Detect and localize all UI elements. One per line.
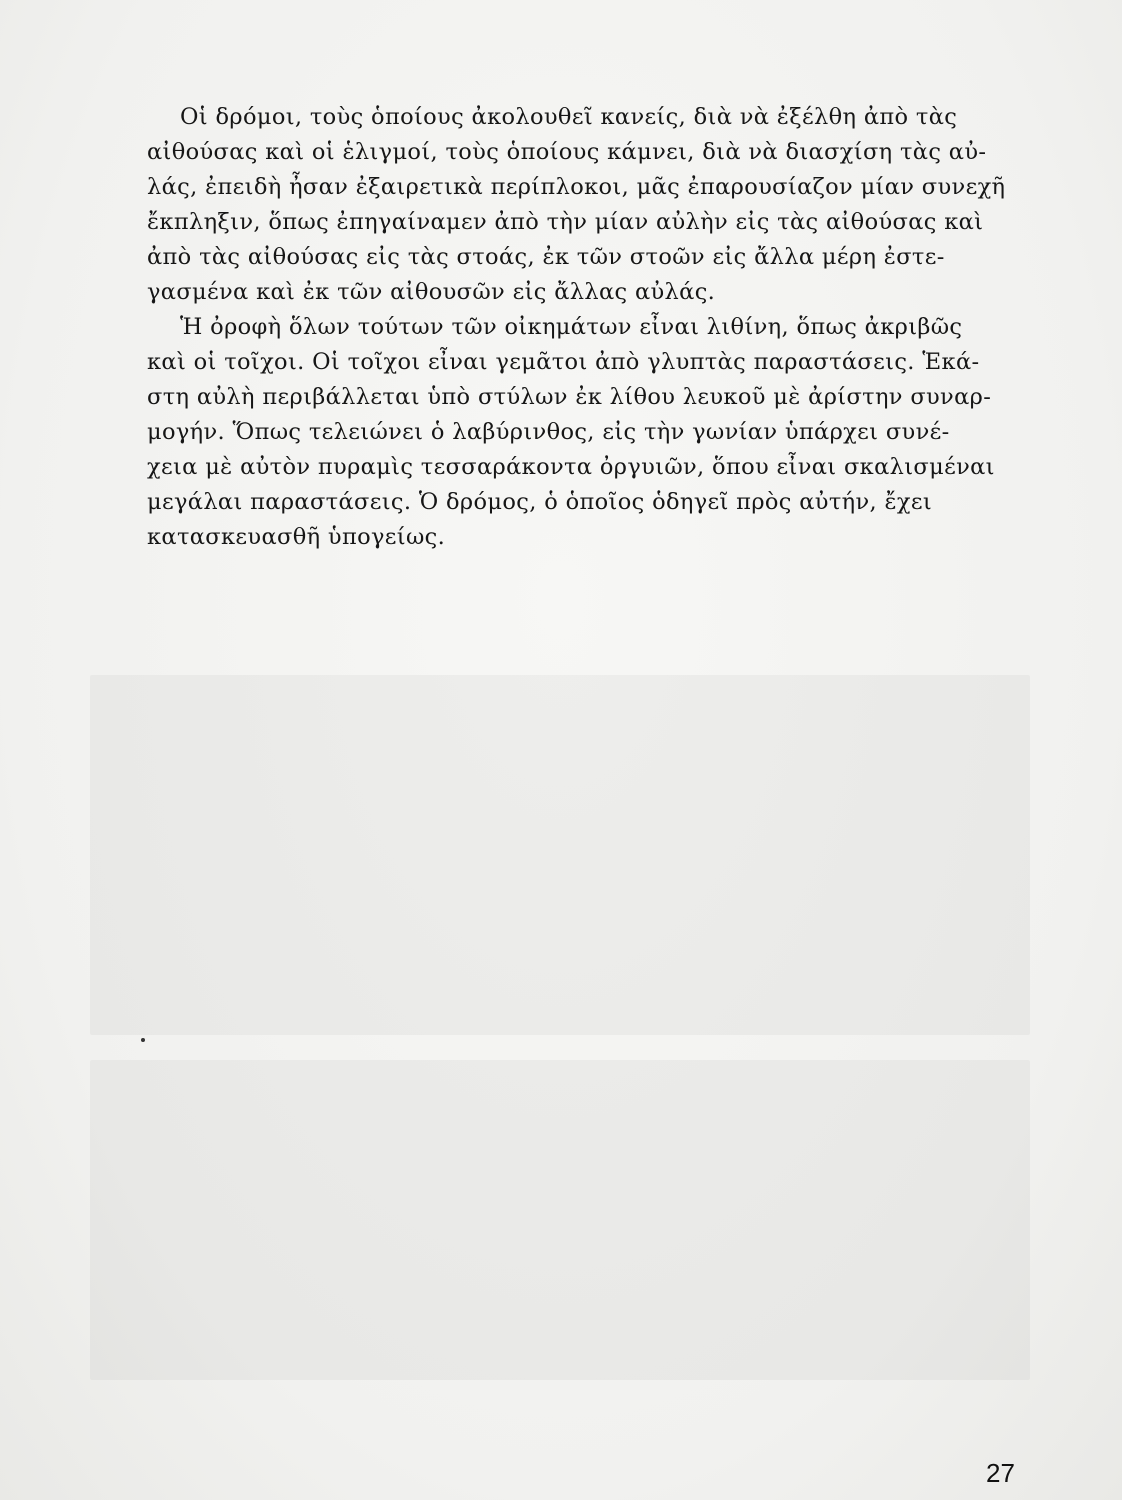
text-line: Ἡ ὀροφὴ ὅλων τούτων τῶν οἰκημάτων εἶναι λιθίνη, ὅπως ἀκριβῶς [180,314,963,340]
text-line: ἔκπληξιν, ὅπως ἐπηγαίναμεν ἀπὸ τὴν μίαν αὐλὴν εἰς τὰς αἰθούσας καὶ [147,209,984,235]
page-number: 27 [986,1458,1015,1488]
show-through-shadow [90,675,1030,1035]
body-text [147,100,1027,555]
text-line: Οἱ δρόμοι, τοὺς ὁποίους ἀκολουθεῖ κανείς, διὰ νὰ ἐξέλθη ἀπὸ τὰς [180,104,958,130]
text-line: μογήν. Ὅπως τελειώνει ὁ λαβύρινθος, εἰς τὴν γωνίαν ὑπάρχει συνέ- [147,419,950,445]
text-line: χεια μὲ αὐτὸν πυραμὶς τεσσαράκοντα ὀργυιῶν, ὅπου εἶναι σκαλισμέναι [147,454,995,480]
text-line: γασμένα καὶ ἐκ τῶν αἰθουσῶν εἰς ἄλλας αὐλάς. [147,279,716,305]
text-line: λάς, ἐπειδὴ ἦσαν ἐξαιρετικὰ περίπλοκοι, μᾶς ἐπαρουσίαζον μίαν συνεχῆ [147,174,1006,200]
text-line: κατασκευασθῆ ὑπογείως. [147,524,446,550]
text-line: αἰθούσας καὶ οἱ ἑλιγμοί, τοὺς ὁποίους κάμνει, διὰ νὰ διασχίση τὰς αὐ- [147,139,987,165]
text-line: καὶ οἱ τοῖχοι. Οἱ τοῖχοι εἶναι γεμᾶτοι ἀπὸ γλυπτὰς παραστάσεις. Ἑκά- [147,349,980,375]
text-line: μεγάλαι παραστάσεις. Ὁ δρόμος, ὁ ὁποῖος ὁδηγεῖ πρὸς αὐτήν, ἔχει [147,489,933,515]
text-line: ἀπὸ τὰς αἰθούσας εἰς τὰς στοάς, ἐκ τῶν στοῶν εἰς ἄλλα μέρη ἐστε- [147,244,945,270]
text-line: στη αὐλὴ περιβάλλεται ὑπὸ στύλων ἐκ λίθου λευκοῦ μὲ ἀρίστην συναρ- [147,384,992,410]
show-through-shadow [90,1060,1030,1380]
speck-mark [141,1038,145,1042]
